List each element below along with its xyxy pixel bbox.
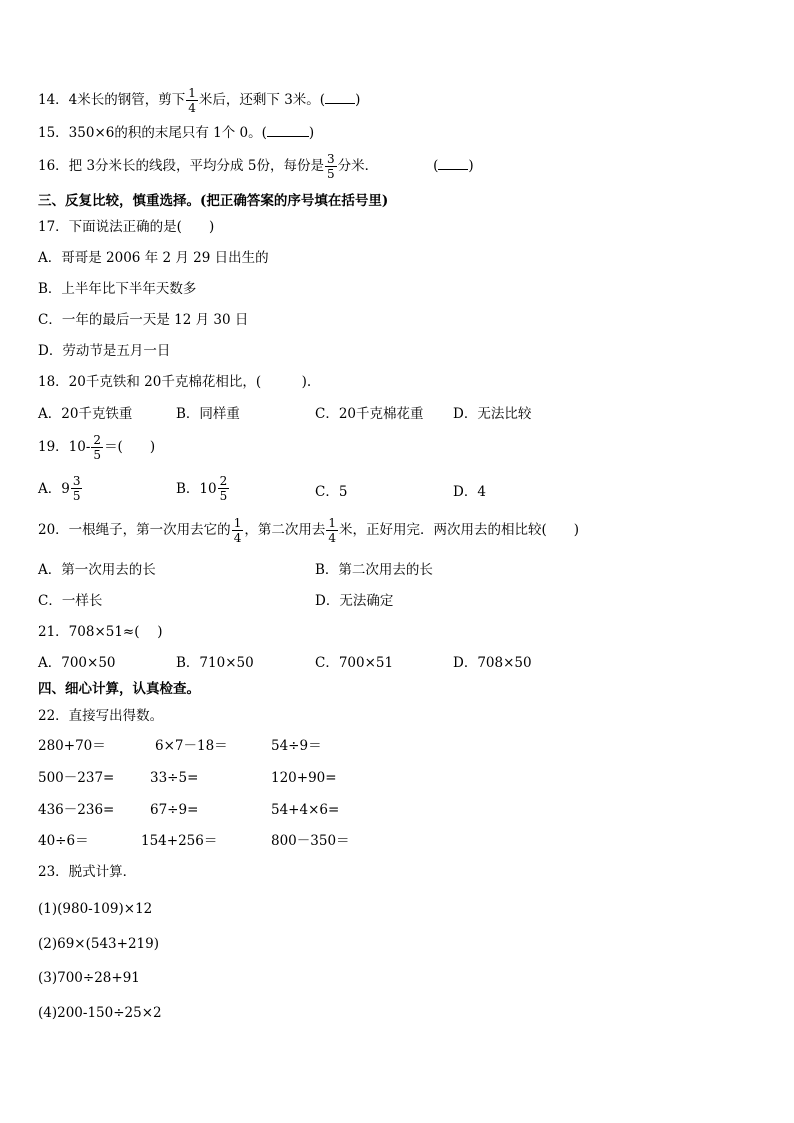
q18-option-d[interactable]: D．无法比较	[453, 406, 532, 422]
q21-option-b[interactable]: B．710×50	[176, 655, 254, 671]
q21-option-a[interactable]: A．700×50	[38, 655, 116, 671]
q22-item: 40÷6＝	[38, 833, 89, 849]
q19-stem-den: 5	[93, 448, 102, 462]
q22-item: 120+90=	[271, 770, 337, 786]
q23-item-4: (4)200-150÷25×2	[38, 1005, 162, 1021]
question-23-stem: 23．脱式计算．	[38, 864, 137, 880]
q19-b-num: 2	[219, 474, 228, 488]
question-19-stem	[38, 433, 155, 462]
q20-text-1: 20．一根绳子，第一次用去它的	[38, 522, 231, 538]
q20-option-d[interactable]: D．无法确定	[315, 593, 394, 609]
q19-option-a[interactable]	[38, 474, 83, 503]
q22-item: 54÷9＝	[271, 738, 322, 754]
q17-option-a[interactable]: A．哥哥是 2006 年 2 月 29 日出生的	[38, 250, 269, 266]
q15-text: 15．350×6的积的末尾只有 1个 0。(	[38, 125, 267, 141]
q20-option-c[interactable]: C．一样长	[38, 593, 103, 609]
q19-b-den: 5	[219, 489, 228, 503]
q17-option-c[interactable]: C．一年的最后一天是 12 月 30 日	[38, 312, 249, 328]
q14-paren-close: )	[355, 92, 361, 108]
q15-paren-close: )	[308, 125, 315, 141]
question-20-stem	[38, 516, 579, 545]
q18-option-a[interactable]: A．20千克铁重	[38, 406, 133, 422]
question-15	[38, 124, 314, 142]
question-17-stem: 17．下面说法正确的是( )	[38, 219, 215, 235]
q19-option-b[interactable]	[176, 474, 230, 503]
q14-frac-den: 4	[188, 101, 196, 115]
q20-fraction-1	[232, 516, 244, 545]
section-4-title: 四、细心计算，认真检查。	[38, 681, 200, 697]
question-16	[38, 152, 474, 181]
q14-frac-num: 1	[188, 86, 196, 100]
q20-frac-1-num: 1	[233, 516, 242, 530]
q19-stem-suffix: ＝( )	[104, 439, 156, 455]
q14-answer-blank[interactable]	[325, 103, 355, 104]
q22-item: 67÷9=	[150, 802, 199, 818]
q19-option-d[interactable]: D．4	[453, 484, 486, 500]
q20-frac-1-den: 4	[233, 531, 242, 545]
q22-item: 6×7－18＝	[155, 738, 228, 754]
question-14	[38, 86, 360, 115]
q16-frac-num: 3	[326, 152, 335, 166]
q16-text-suffix: 分米．	[337, 158, 379, 174]
q16-paren-close: )	[468, 158, 474, 174]
q16-text-prefix: 16．把 3分米长的线段，平均分成 5份，每份是	[38, 158, 324, 174]
q22-item: 33÷5=	[150, 770, 199, 786]
q20-text-3: 米，正好用完．两次用去的相比较( )	[338, 522, 580, 538]
q20-fraction-2	[326, 516, 338, 545]
q19-stem-fraction	[91, 433, 103, 462]
q17-option-b[interactable]: B．上半年比下半年天数多	[38, 281, 197, 297]
q16-paren-open: (	[433, 158, 439, 174]
q19-a-den: 5	[72, 489, 81, 503]
question-22-stem: 22．直接写出得数。	[38, 708, 164, 724]
q19-a-num: 3	[72, 474, 81, 488]
q21-option-d[interactable]: D．708×50	[453, 655, 532, 671]
question-18-stem: 18．20千克铁和 20千克棉花相比，( ).	[38, 374, 312, 390]
q14-fraction	[186, 86, 198, 115]
q22-item: 280+70＝	[38, 738, 106, 754]
q22-item: 154+256＝	[141, 833, 218, 849]
q18-option-b[interactable]: B．同样重	[176, 406, 240, 422]
q23-item-2: (2)69×(543+219)	[38, 936, 159, 952]
q16-fraction	[325, 152, 337, 181]
q22-item: 54+4×6=	[271, 802, 340, 818]
q21-option-c[interactable]: C．700×51	[315, 655, 394, 671]
q20-option-b[interactable]: B．第二次用去的长	[315, 562, 433, 578]
q19-option-c[interactable]: C．5	[315, 484, 348, 500]
q19-stem-num: 2	[93, 433, 102, 447]
q15-answer-blank[interactable]	[267, 136, 309, 137]
q22-item: 800－350＝	[271, 833, 350, 849]
q19-b-fraction	[218, 474, 230, 503]
q20-frac-2-den: 4	[328, 531, 336, 545]
q20-text-2: ，第二次用去	[244, 522, 326, 538]
q19-stem-prefix: 19．10-	[38, 439, 91, 455]
q23-item-1: (1)(980-109)×12	[38, 901, 153, 917]
q14-text-prefix: 14．4米长的钢管，剪下	[38, 92, 186, 108]
q17-option-d[interactable]: D．劳动节是五月一日	[38, 343, 171, 359]
q18-option-c[interactable]: C．20千克棉花重	[315, 406, 424, 422]
q20-option-a[interactable]: A．第一次用去的长	[38, 562, 156, 578]
question-21-stem: 21．708×51≈( )	[38, 624, 163, 640]
q16-answer-blank[interactable]	[438, 169, 468, 170]
q22-item: 436－236=	[38, 802, 115, 818]
q19-a-fraction	[71, 474, 83, 503]
q16-frac-den: 5	[326, 167, 335, 181]
q23-item-3: (3)700÷28+91	[38, 970, 140, 986]
q19-a-label: A．9	[38, 480, 70, 497]
section-3-title: 三、反复比较，慎重选择。(把正确答案的序号填在括号里)	[38, 193, 389, 209]
q22-item: 500－237=	[38, 770, 115, 786]
q19-b-label: B．10	[176, 480, 217, 497]
q14-text-suffix: 米后，还剩下 3米。(	[198, 92, 326, 108]
q20-frac-2-num: 1	[328, 516, 336, 530]
